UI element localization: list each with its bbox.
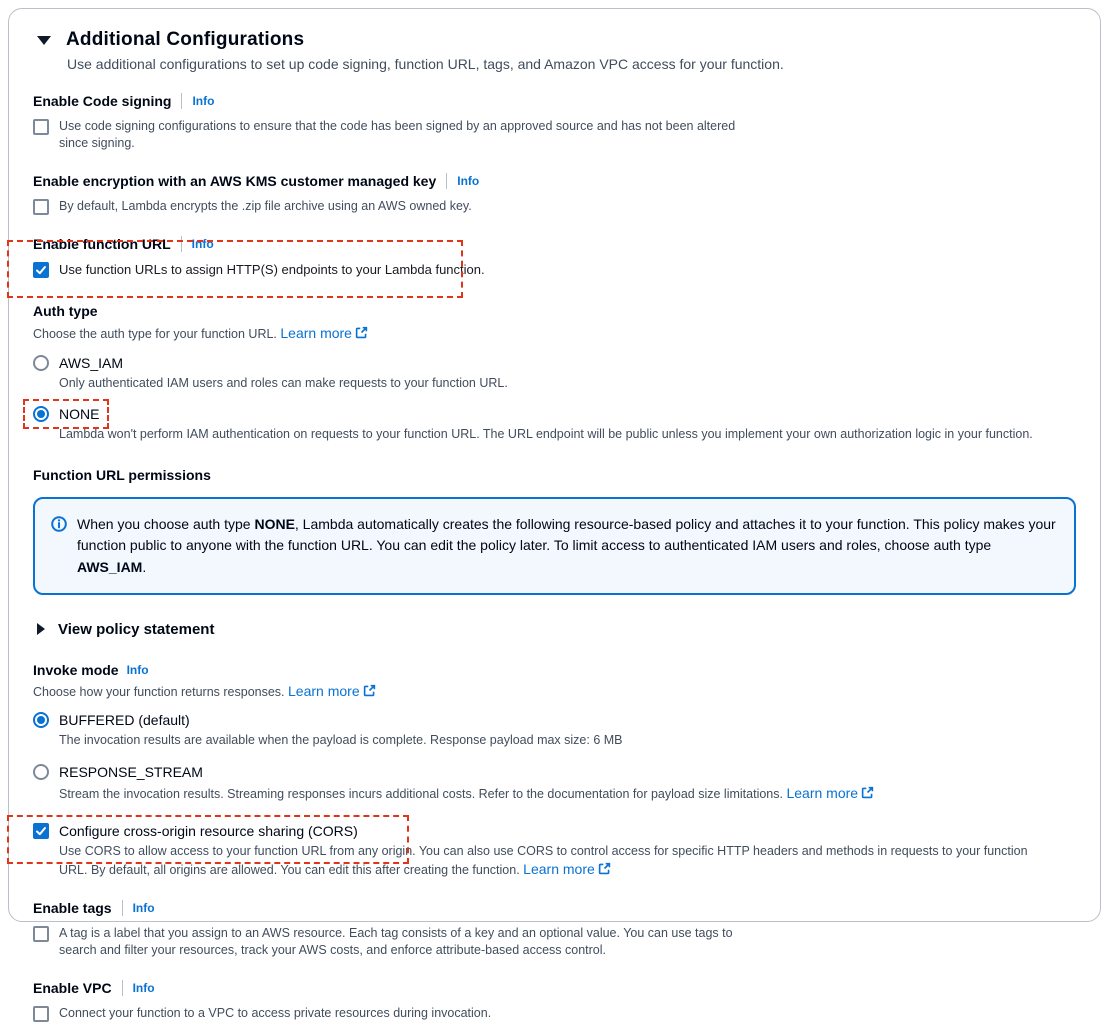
auth-aws-iam-radio[interactable] xyxy=(33,355,49,371)
invoke-mode-learn-more-link[interactable]: Learn more xyxy=(288,683,376,699)
view-policy-statement-label: View policy statement xyxy=(58,620,215,638)
cors-field xyxy=(33,822,1076,879)
tags-checkbox[interactable] xyxy=(33,926,49,942)
vpc-info-link[interactable]: Info xyxy=(132,981,155,996)
alert-message: When you choose auth type NONE, Lambda automatically creates the following resource-based policy and attaches it to your function. This policy makes your function public to anyone with the function URL. You can edit the policy later. To limit access to authenticated IAM users and roles, choose auth type AWS_IAM. xyxy=(77,516,1056,575)
invoke-buffered-label[interactable]: BUFFERED (default) xyxy=(59,711,190,728)
auth-none-label[interactable]: NONE xyxy=(59,405,100,422)
divider xyxy=(122,900,123,916)
additional-configurations-panel xyxy=(8,8,1101,1021)
external-link-icon xyxy=(363,684,376,697)
kms-checkbox[interactable] xyxy=(33,199,49,215)
info-icon xyxy=(51,516,67,578)
invoke-mode-helper xyxy=(33,683,1076,699)
divider xyxy=(122,980,123,996)
cors-label[interactable]: Configure cross-origin resource sharing (CORS) xyxy=(59,823,358,840)
tags-label: Enable tags xyxy=(33,900,112,917)
cors-learn-more-link[interactable]: Learn more xyxy=(523,861,611,877)
cors-checkbox[interactable] xyxy=(33,823,49,839)
function-url-checkbox[interactable] xyxy=(33,262,49,278)
divider xyxy=(446,173,447,189)
code-signing-label: Enable Code signing xyxy=(33,93,172,109)
invoke-mode-info-link[interactable]: Info xyxy=(126,662,149,677)
view-policy-statement-expander[interactable] xyxy=(37,621,1076,638)
function-url-label: Enable function URL xyxy=(33,236,171,252)
auth-type-helper xyxy=(33,325,1076,341)
external-link-icon xyxy=(861,786,874,799)
invoke-response-stream-description xyxy=(59,784,1076,803)
caret-down-icon xyxy=(37,36,51,45)
auth-none-description: Lambda won't perform IAM authentication on requests to your function URL. The URL endpoint will be public unless you implement your own authorization logic in your function. xyxy=(59,427,1033,442)
invoke-response-stream-radio[interactable] xyxy=(33,764,49,780)
function-url-info-link[interactable]: Info xyxy=(191,237,214,251)
check-icon xyxy=(35,264,47,276)
invoke-mode-heading: Invoke mode xyxy=(33,661,119,678)
caret-right-icon xyxy=(37,623,45,635)
kms-label: Enable encryption with an AWS KMS customer managed key xyxy=(33,173,437,189)
auth-none-radio[interactable] xyxy=(33,406,49,422)
auth-aws-iam-description: Only authenticated IAM users and roles can make requests to your function URL. xyxy=(59,375,508,390)
function-url-description: Use function URLs to assign HTTP(S) endpoints to your Lambda function. xyxy=(59,262,485,277)
external-link-icon xyxy=(598,862,611,875)
section-expander-additional-configurations[interactable] xyxy=(37,29,1076,51)
invoke-response-stream-description-text: Stream the invocation results. Streaming responses incurs additional costs. Refer to the documentation for payload size limitations. xyxy=(59,787,783,802)
invoke-buffered-description: The invocation results are available when the payload is complete. Response payload max size: 6 MB xyxy=(59,733,623,748)
code-signing-checkbox[interactable] xyxy=(33,119,49,135)
check-icon xyxy=(35,825,47,837)
kms-description: By default, Lambda encrypts the .zip file archive using an AWS owned key. xyxy=(59,199,472,213)
divider xyxy=(181,93,182,109)
vpc-label: Enable VPC xyxy=(33,980,112,997)
auth-type-helper-text: Choose the auth type for your function URL. xyxy=(33,326,277,341)
tags-description: A tag is a label that you assign to an AWS resource. Each tag consists of a key and an optional value. You can use tags to search and filter your resources, track your AWS costs, and enforce attribute-based access control. xyxy=(59,926,733,958)
external-link-icon xyxy=(355,326,368,339)
info-alert xyxy=(33,497,1076,595)
cors-description-text: Use CORS to allow access to your function URL from any origin. You can also use CORS to control access for specific HTTP headers and methods in requests to your function URL. By default, all origins are allowed. You can edit this after creating the function. xyxy=(59,844,1028,878)
auth-type-learn-more-link[interactable]: Learn more xyxy=(280,325,368,341)
section-subtitle: Use additional configurations to set up code signing, function URL, tags, and Amazon VPC access for your function. xyxy=(67,56,784,72)
vpc-description: Connect your function to a VPC to access private resources during invocation. xyxy=(59,1006,492,1021)
auth-aws-iam-label[interactable]: AWS_IAM xyxy=(59,354,124,371)
invoke-buffered-radio[interactable] xyxy=(33,712,49,728)
code-signing-info-link[interactable]: Info xyxy=(192,94,215,108)
invoke-response-stream-learn-more-link[interactable]: Learn more xyxy=(786,785,874,801)
vpc-checkbox[interactable] xyxy=(33,1006,49,1022)
page-title: Additional Configurations xyxy=(66,29,305,50)
permissions-heading: Function URL permissions xyxy=(33,467,211,484)
auth-type-heading: Auth type xyxy=(33,302,98,319)
invoke-response-stream-label[interactable]: RESPONSE_STREAM xyxy=(59,764,203,781)
function-url-field xyxy=(33,236,1076,279)
kms-info-link[interactable]: Info xyxy=(457,174,480,188)
invoke-mode-helper-text: Choose how your function returns responses. xyxy=(33,684,285,699)
tags-info-link[interactable]: Info xyxy=(132,901,155,916)
code-signing-description: Use code signing configurations to ensure that the code has been signed by an approved source and has not been altered since signing. xyxy=(59,119,736,150)
cors-description xyxy=(59,843,1054,879)
divider xyxy=(181,236,182,252)
